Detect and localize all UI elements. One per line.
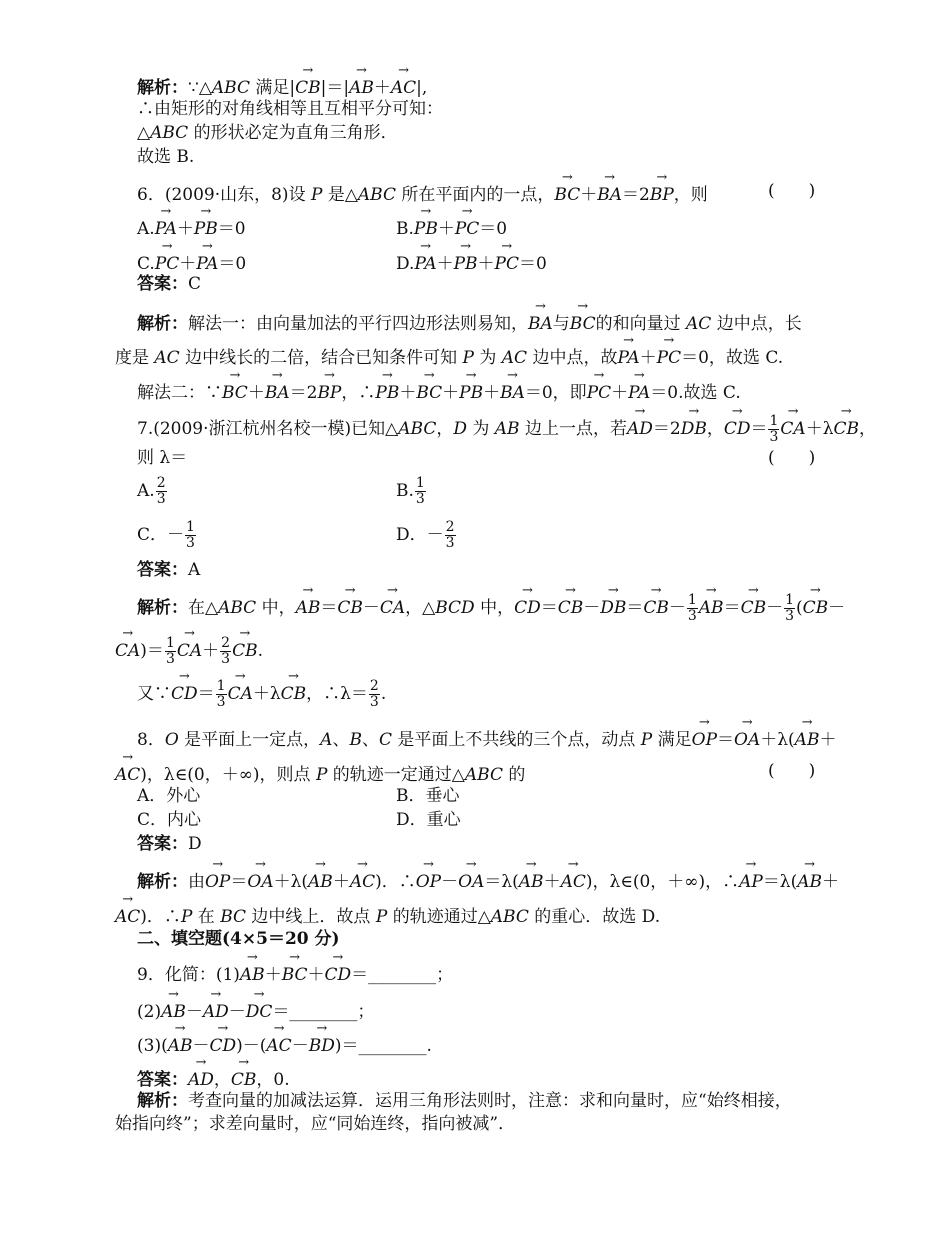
q8-option-c: C．内心	[137, 810, 202, 830]
prev-solution-line1: 解析：∵△ABC 满足|→ CB|＝|→ AB＋→ AC|,	[137, 73, 427, 99]
q9-line3: (3)(→ AB－→ CD)－(→ AC－→ BD)＝________.	[137, 1031, 432, 1057]
q7-option-d: D．－ $\frac{2}{3}$	[396, 519, 455, 551]
q7-stem: 7.(2009·浙江杭州名校一模)已知△ABC，D 为 AB 边上一点，若→ AD＝2→ DB，→ CD＝ $\frac{1}{3}$ → CA＋λ→ CB，	[137, 414, 876, 445]
prev-solution-line4: 故选 B.	[137, 147, 195, 167]
prev-solution-line2: ∴由矩形的对角线相等且互相平分可知：	[137, 99, 443, 119]
q8-explanation-line1: 解析：由→ OP＝→ OA＋λ(→ AB＋→ AC)．∴→ OP－→ OA＝λ(→ AB＋→ AC)，λ∈(0，＋∞)，∴→ AP＝λ(→ AB＋	[137, 867, 839, 893]
q7-option-c: C．－ $\frac{1}{3}$	[137, 519, 195, 551]
q7-explanation-line2: → CA)＝ $\frac{1}{3}$ → CA＋ $\frac{2}{3}$ → CB.	[115, 636, 263, 667]
q9-explanation-line1: 解析：考查向量的加减法运算．运用三角形法则时，注意：求和向量时，应“始终相接，	[137, 1091, 792, 1111]
q6-option-a: A.→ PA＋→ PB＝0	[137, 214, 246, 240]
q8-answer: 答案：D	[137, 834, 202, 854]
q6-option-d: D.→ PA＋→ PB＋→ PC＝0	[396, 249, 547, 275]
q6-answer: 答案：C	[137, 274, 202, 294]
q8-option-d: D．重心	[396, 810, 461, 830]
q6-explanation-line1: 解析：解法一：由向量加法的平行四边形法则易知，→ BA与→ BC的和向量过 AC 边中点，长	[137, 309, 850, 335]
q6-option-c: C.→ PC＋→ PA＝0	[137, 249, 246, 275]
q8-option-b: B．垂心	[396, 786, 460, 806]
q8-stem-line2: → AC)，λ∈(0，＋∞)，则点 P 的轨迹一定通过△ABC 的	[115, 760, 525, 786]
q6-explanation-line3: 解法二：∵→ BC＋→ BA＝2→ BP，∴→ PB＋→ BC＋→ PB＋→ BA＝0，即→ PC＋→ PA＝0.故选 C.	[137, 378, 741, 404]
q9-explanation-line2: 始指向终”；求差向量时，应“同始连终，指向被减”．	[115, 1114, 516, 1134]
section-heading-fill-in: 二、填空题(4×5＝20 分)	[137, 929, 340, 949]
q6-option-b: B.→ PB＋→ PC＝0	[396, 214, 507, 240]
q8-explanation-line2: → AC)．∴P 在 BC 边中线上．故点 P 的轨迹通过△ABC 的重心．故选 D.	[115, 902, 660, 928]
q7-option-b: B. $\frac{1}{3}$	[396, 475, 425, 507]
q7-answer-paren: ( )	[768, 448, 816, 468]
q8-answer-paren: ( )	[768, 761, 816, 781]
q6-answer-paren: ( )	[768, 181, 816, 201]
q9-line1: 9．化简：(1)→ AB＋→ BC＋→ CD＝________；	[137, 960, 453, 986]
q6-stem: 6．(2009·山东，8)设 P 是△ABC 所在平面内的一点，→ BC＋→ BA＝2→ BP，则	[137, 180, 708, 206]
q8-stem-line1: 8．O 是平面上一定点，A、B、C 是平面上不共线的三个点，动点 P 满足→ OP＝→ OA＋λ(→ AB＋	[137, 725, 836, 751]
q7-explanation-line1: 解析：在△ABC 中，→ AB＝→ CB－→ CA，△BCD 中，→ CD＝→ CB－→ DB＝→ CB－ $\frac{1}{3}$ → AB＝→ CB－ $\frac{1}{3}$ (→ CB－	[137, 593, 845, 624]
q7-explanation-line3: 又∵→ CD＝ $\frac{1}{3}$ → CA＋λ→ CB，∴λ＝ $\frac{2}{3}$ .	[137, 679, 386, 710]
q6-explanation-line2: 度是 AC 边中线长的二倍，结合已知条件可知 P 为 AC 边中点，故→ PA＋→ PC＝0，故选 C.	[115, 343, 783, 369]
q7-answer: 答案：A	[137, 560, 201, 580]
q7-option-a: A. $\frac{2}{3}$	[137, 475, 166, 507]
q9-answer: 答案：→ AD，→ CB，0.	[137, 1065, 290, 1091]
q9-line2: (2)→ AB－→ AD－→ DC＝________；	[137, 997, 374, 1023]
prev-solution-line3: △ABC 的形状必定为直角三角形．	[137, 123, 398, 143]
q8-option-a: A．外心	[137, 786, 201, 806]
q7-stem-line2: 则 λ＝	[137, 448, 188, 468]
